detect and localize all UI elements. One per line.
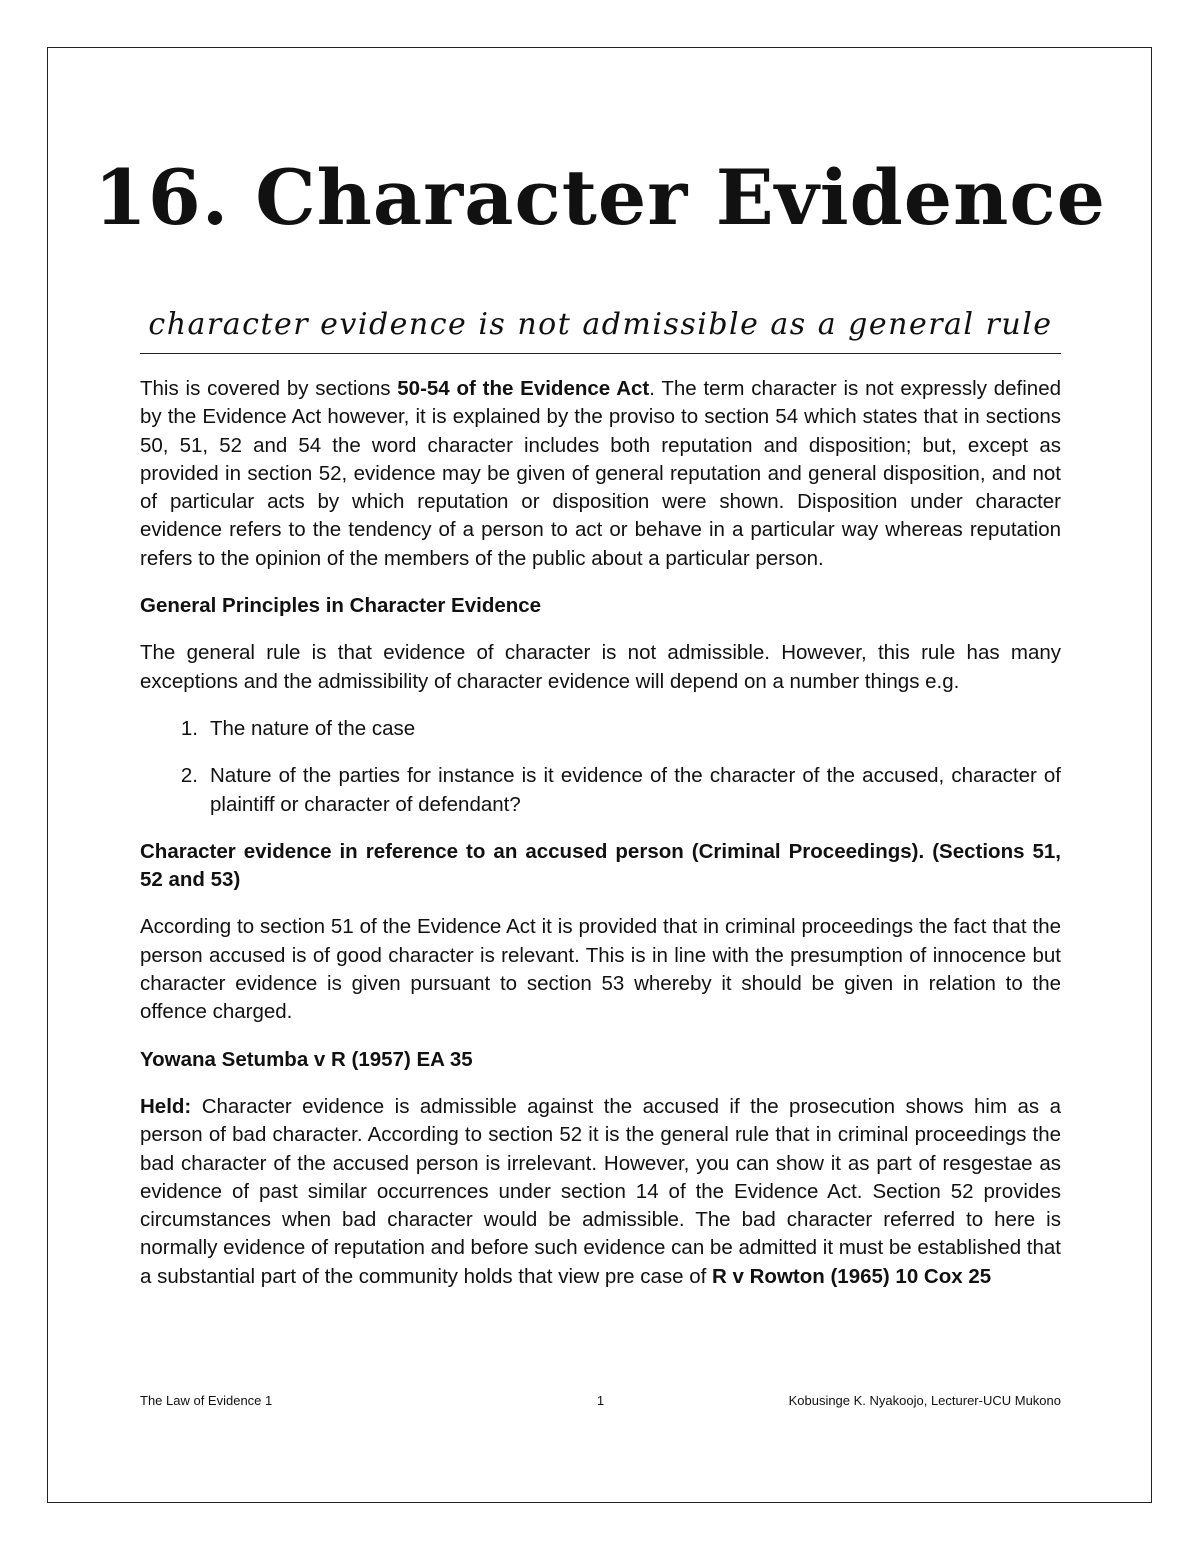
held-text: Character evidence is admissible against the accused if the prosecution shows him as a person of bad character. According to section 52 it is the general rule that in criminal proceedings the bad character of the accused person is irrelevant. However, you can show it as part of resgestae as evidence of past similar occurrences under section 14 of the Evidence Act. Section 52 provides circumstances when bad character would be admissible. The bad character referred to here is normally evidence of reputation and before such evidence can be admitted it must be established that a substantial part of the community holds that view pre case of [140,1094,1061,1288]
list-item [140,762,1061,819]
list-item-number: 1. [180,716,198,740]
chapter-title [0,153,1200,242]
intro-text-end: . The term character is not expressly defined by the Evidence Act however, it is explained by the proviso to section 54 which states that in sections 50, 51, 52 and 54 the word character includes both reputation and disposition; but, except as provided in section 52, evidence may be given of general reputation and general disposition, and not of particular acts by which reputation or disposition were shown. Disposition under character evidence refers to the tendency of a person to act or behave in a particular way whereas reputation refers to the opinion of the members of the public about a particular person. [140,377,1061,570]
accused-paragraph: According to section 51 of the Evidence Act it is provided that in criminal proceedings the fact that the person accused is of good character is relevant. This is in line with the presumption of innocence but character evidence is given pursuant to section 53 whereby it should be given in relation to the offence charged. [140,915,1061,1024]
footer-right: Kobusinge K. Nyakoojo, Lecturer-UCU Mukono [788,1393,1061,1408]
chapter-title-text: Character Evidence [255,153,1107,242]
intro-text-start: This is covered by sections [140,377,398,400]
chapter-subtitle: character evidence is not admissible as a general rule [148,307,1053,342]
list-item [140,715,1061,743]
list-item-number: 2. [180,764,198,788]
intro-statute-reference: 50-54 of the Evidence Act [397,377,650,400]
section-heading-accused: Character evidence in reference to an accused person (Criminal Proceedings). (Sections 51, 52 and 53) [140,839,1061,892]
document-body [140,375,1061,1291]
general-principles-paragraph: The general rule is that evidence of character is not admissible. However, this rule has many exceptions and the admissibility of character evidence will depend on a number things e.g. [140,641,1061,693]
title-divider [140,353,1061,354]
case-heading: Yowana Setumba v R (1957) EA 35 [140,1047,473,1071]
page-footer [140,1392,1061,1410]
footer-page-number: 1 [596,1393,605,1408]
footer-left: The Law of Evidence 1 [140,1393,273,1408]
intro-paragraph [140,375,1061,573]
section-heading-general-principles: General Principles in Character Evidence [140,594,542,618]
principles-list [140,715,1061,819]
chapter-number: 16. [93,153,230,242]
list-item-text: Nature of the parties for instance is it evidence of the character of the accused, character of plaintiff or character of defendant? [210,764,1061,816]
held-label: Held: [140,1094,192,1118]
list-item-text: The nature of the case [210,716,416,740]
held-paragraph [140,1093,1061,1291]
held-case-citation: R v Rowton (1965) 10 Cox 25 [712,1264,992,1288]
